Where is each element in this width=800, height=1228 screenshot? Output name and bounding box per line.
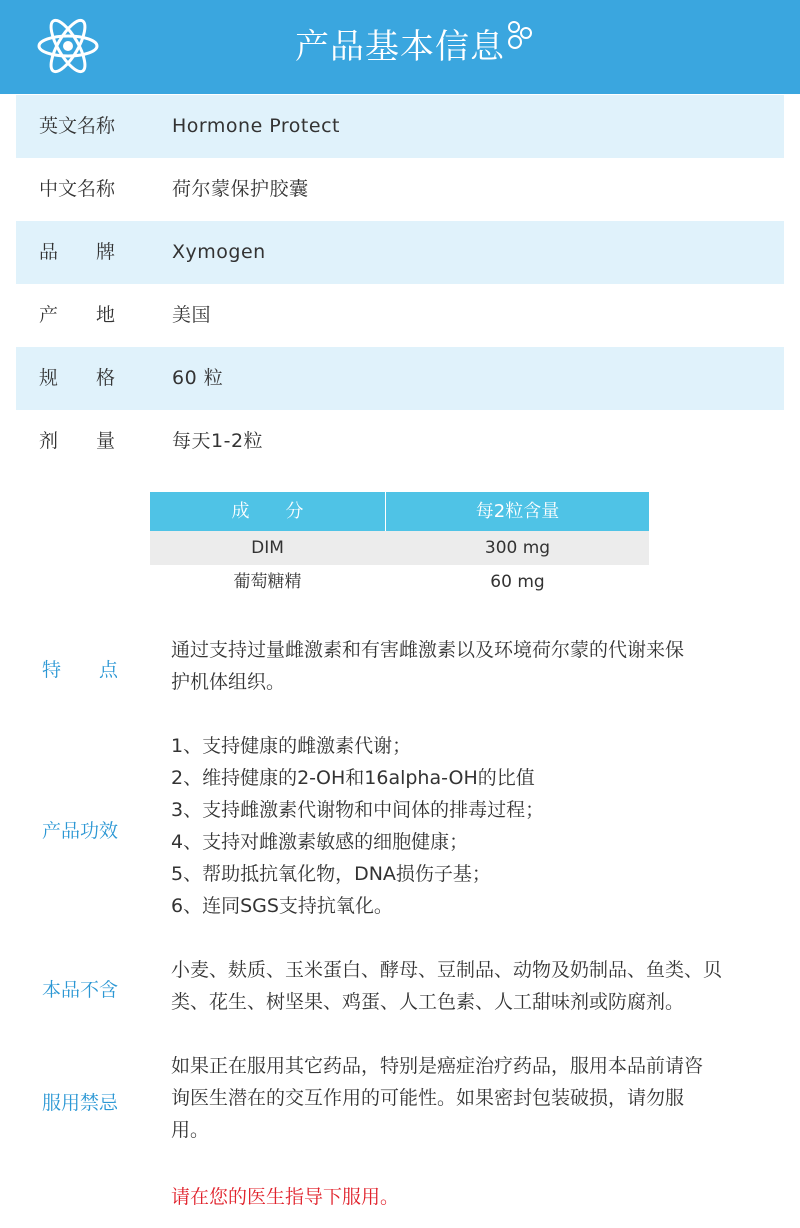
info-value: Xymogen (172, 241, 266, 263)
info-value: Hormone Protect (172, 115, 340, 137)
text-line: 询医生潜在的交互作用的可能性。如果密封包装破损，请勿服 (171, 1087, 685, 1109)
doctor-guidance-note: 请在您的医生指导下服用。 (171, 1186, 400, 1208)
info-row-brand (16, 221, 784, 284)
text-line: 如果正在服用其它药品，特别是癌症治疗药品，服用本品前请咨 (171, 1055, 704, 1077)
bubbles-icon (505, 20, 533, 50)
info-label: 英文名称 (39, 115, 116, 137)
section-text-features (171, 634, 761, 698)
info-label: 剂 量 (39, 430, 116, 452)
info-value: 60 粒 (172, 367, 224, 389)
info-value: 荷尔蒙保护胶囊 (172, 178, 309, 200)
header-cell-ingredient: 成 分 (231, 501, 304, 522)
text-line: 5、帮助抵抗氧化物，DNA损伤子基； (171, 863, 491, 885)
text-line: 2、维持健康的2-OH和16alpha-OH的比值 (171, 767, 535, 789)
text-line: 用。 (171, 1119, 210, 1141)
section-label-free-of: 本品不含 (41, 979, 118, 1001)
info-value: 每天1-2粒 (172, 430, 264, 452)
page-title: 产品基本信息 (295, 27, 505, 67)
text-line: 6、连同SGS支持抗氧化。 (171, 895, 393, 917)
info-label: 规 格 (39, 367, 116, 389)
info-row-chinese-name (16, 158, 784, 221)
table-cell-ingredient: DIM (251, 538, 284, 558)
text-line: 类、花生、树坚果、鸡蛋、人工色素、人工甜味剂或防腐剂。 (171, 991, 685, 1013)
section-label-contraindications: 服用禁忌 (41, 1092, 118, 1114)
ingredients-table-header (150, 492, 649, 531)
section-text-contraindications (171, 1050, 761, 1146)
text-line: 1、支持健康的雌激素代谢； (171, 735, 412, 757)
text-line: 4、支持对雌激素敏感的细胞健康； (171, 831, 469, 853)
text-line: 小麦、麸质、玉米蛋白、酵母、豆制品、动物及奶制品、鱼类、贝 (171, 959, 723, 981)
section-label-features: 特 点 (41, 659, 118, 681)
info-label: 中文名称 (39, 178, 116, 200)
info-label: 品 牌 (39, 241, 116, 263)
section-text-free-of (171, 954, 761, 1018)
header-bar (0, 0, 800, 94)
table-row (150, 565, 649, 599)
header-cell-amount: 每2粒含量 (475, 501, 560, 522)
section-label-efficacy: 产品功效 (41, 820, 118, 842)
info-value: 美国 (172, 304, 212, 326)
table-cell-amount: 60 mg (490, 572, 545, 592)
text-line: 3、支持雌激素代谢物和中间体的排毒过程； (171, 799, 545, 821)
text-line: 通过支持过量雌激素和有害雌激素以及环境荷尔蒙的代谢来保 (171, 639, 685, 661)
info-row-origin (16, 284, 784, 347)
table-cell-ingredient: 葡萄糖精 (233, 572, 302, 592)
info-row-english-name (16, 95, 784, 158)
table-cell-amount: 300 mg (484, 538, 551, 558)
text-line: 护机体组织。 (171, 671, 286, 693)
info-label: 产 地 (39, 304, 116, 326)
info-row-spec (16, 347, 784, 410)
info-row-dosage (16, 410, 784, 473)
table-row (150, 531, 649, 565)
section-text-efficacy (171, 730, 761, 922)
